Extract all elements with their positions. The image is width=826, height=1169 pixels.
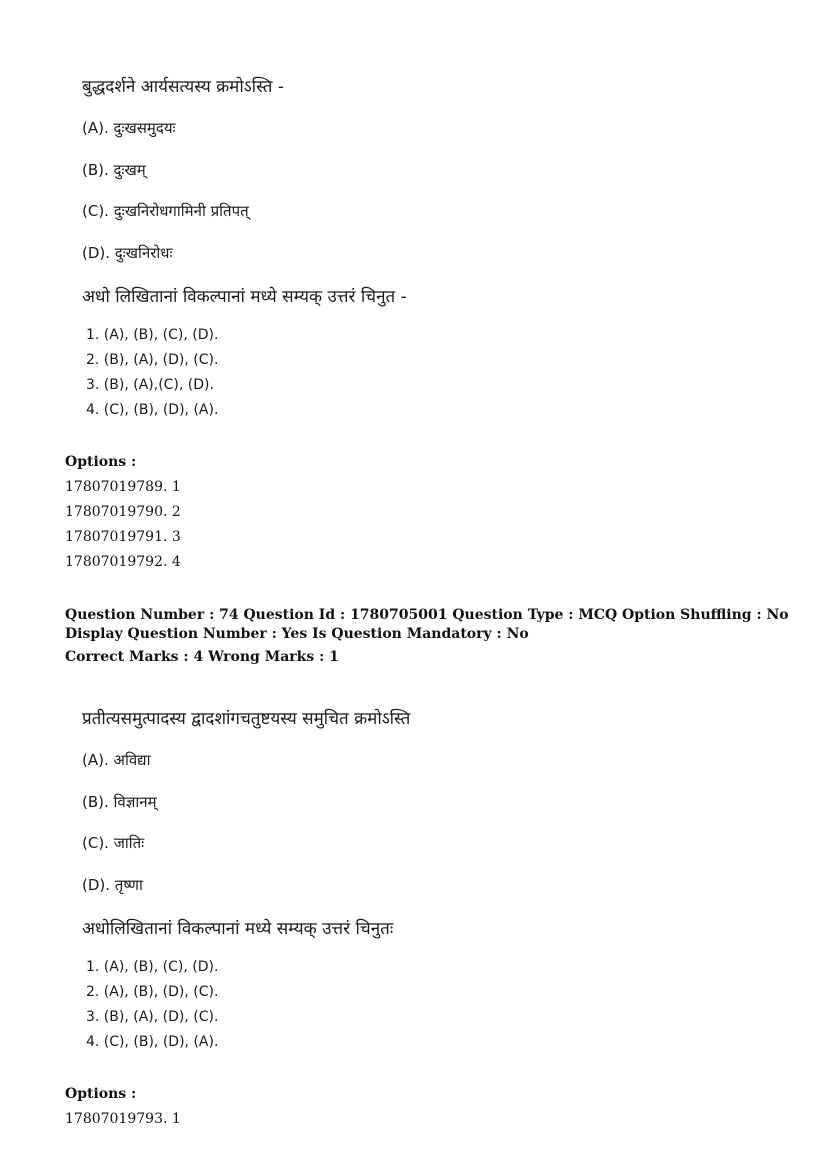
q73-instruction: अधो लिखितानां विकल्पानां मध्ये सम्यक् उत्तरं चिनुत - <box>82 287 407 307</box>
q74-item-c: (C). जातिः <box>82 834 145 852</box>
q73-choice-2: 2. (B), (A), (D), (C). <box>86 352 219 368</box>
q74-item-d: (D). तृष्णा <box>82 876 143 894</box>
q74-choice-3: 3. (B), (A), (D), (C). <box>86 1009 219 1025</box>
q74-item-a: (A). अविद्या <box>82 751 151 769</box>
q74-meta-line1: Question Number : 74 Question Id : 1780705001 Question Type : MCQ Option Shuffling : No <box>65 607 789 623</box>
q74-instruction: अधोलिखितानां विकल्पानां मध्ये सम्यक् उत्तरं चिनुतः <box>82 919 394 939</box>
q73-options-label: Options : <box>65 454 137 470</box>
q74-item-b: (B). विज्ञानम् <box>82 793 157 811</box>
q74-options-label: Options : <box>65 1086 137 1102</box>
q74-choice-2: 2. (A), (B), (D), (C). <box>86 984 219 1000</box>
q74-choice-1: 1. (A), (B), (C), (D). <box>86 959 219 975</box>
q74-meta-line2: Display Question Number : Yes Is Question Mandatory : No <box>65 626 529 642</box>
q74-choice-4: 4. (C), (B), (D), (A). <box>86 1034 219 1050</box>
q73-option-2: 17807019790. 2 <box>65 504 181 520</box>
q74-stem: प्रतीत्यसमुत्पादस्य द्वादशांगचतुष्टयस्य समुचित क्रमोऽस्ति <box>82 709 411 729</box>
q73-choice-4: 4. (C), (B), (D), (A). <box>86 402 219 418</box>
q74-meta-line3: Correct Marks : 4 Wrong Marks : 1 <box>65 649 339 665</box>
q73-option-1: 17807019789. 1 <box>65 479 181 495</box>
q73-choice-1: 1. (A), (B), (C), (D). <box>86 327 219 343</box>
q73-option-3: 17807019791. 3 <box>65 529 181 545</box>
q73-stem: बुद्धदर्शने आर्यसत्यस्य क्रमोऽस्ति - <box>82 77 284 97</box>
q73-choice-3: 3. (B), (A),(C), (D). <box>86 377 214 393</box>
q73-item-a: (A). दुःखसमुदयः <box>82 119 176 137</box>
q73-item-b: (B). दुःखम् <box>82 161 146 179</box>
q73-item-d: (D). दुःखनिरोधः <box>82 244 173 262</box>
q74-option-1: 17807019793. 1 <box>65 1111 181 1127</box>
q73-item-c: (C). दुःखनिरोधगामिनी प्रतिपत् <box>82 202 249 220</box>
q73-option-4: 17807019792. 4 <box>65 554 181 570</box>
